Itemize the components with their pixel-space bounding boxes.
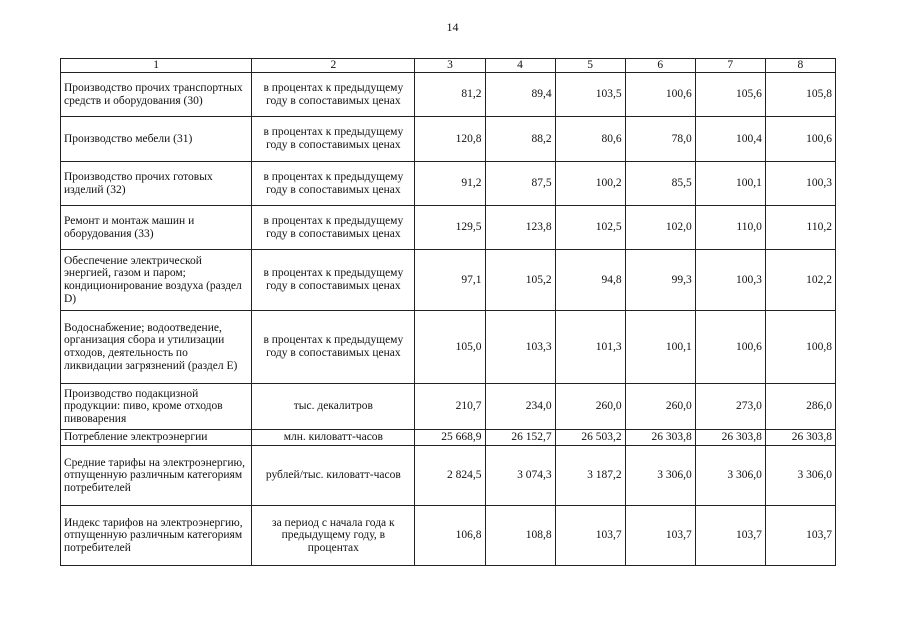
value-cell: 103,5 — [555, 73, 625, 117]
value-cell: 3 306,0 — [625, 446, 695, 506]
table-row — [61, 162, 836, 206]
value-cell: 108,8 — [485, 506, 555, 566]
value-cell: 102,0 — [625, 206, 695, 250]
table-row — [61, 506, 836, 566]
value-cell: 234,0 — [485, 384, 555, 430]
value-cell: 102,5 — [555, 206, 625, 250]
value-cell: 25 668,9 — [415, 430, 485, 446]
value-cell: 100,3 — [695, 250, 765, 311]
value-cell: 102,2 — [765, 250, 835, 311]
value-cell: 80,6 — [555, 117, 625, 162]
value-cell: 26 303,8 — [765, 430, 835, 446]
header-cell: 2 — [252, 59, 415, 73]
value-cell: 100,1 — [625, 311, 695, 384]
value-cell: 103,7 — [765, 506, 835, 566]
value-cell: 100,6 — [695, 311, 765, 384]
unit-cell: в процентах к предыдущему году в сопоставимых ценах — [252, 311, 415, 384]
value-cell: 3 074,3 — [485, 446, 555, 506]
table-row — [61, 384, 836, 430]
header-cell: 3 — [415, 59, 485, 73]
value-cell: 210,7 — [415, 384, 485, 430]
value-cell: 88,2 — [485, 117, 555, 162]
header-row — [61, 59, 836, 73]
table-row — [61, 73, 836, 117]
table-row — [61, 311, 836, 384]
value-cell: 26 503,2 — [555, 430, 625, 446]
indicator-name: Производство прочих готовых изделий (32) — [61, 162, 252, 206]
value-cell: 105,6 — [695, 73, 765, 117]
unit-cell: за период с начала года к предыдущему году, в процентах — [252, 506, 415, 566]
header-cell: 6 — [625, 59, 695, 73]
indicator-name: Средние тарифы на электроэнергию, отпущенную различным категориям потребителей — [61, 446, 252, 506]
value-cell: 100,4 — [695, 117, 765, 162]
value-cell: 260,0 — [625, 384, 695, 430]
value-cell: 78,0 — [625, 117, 695, 162]
indicator-name: Индекс тарифов на электроэнергию, отпущенную различным категориям потребителей — [61, 506, 252, 566]
value-cell: 100,6 — [765, 117, 835, 162]
value-cell: 103,3 — [485, 311, 555, 384]
value-cell: 89,4 — [485, 73, 555, 117]
value-cell: 3 187,2 — [555, 446, 625, 506]
value-cell: 105,2 — [485, 250, 555, 311]
value-cell: 105,0 — [415, 311, 485, 384]
unit-cell: рублей/тыс. киловатт-часов — [252, 446, 415, 506]
value-cell: 3 306,0 — [765, 446, 835, 506]
table-row — [61, 250, 836, 311]
value-cell: 100,6 — [625, 73, 695, 117]
value-cell: 100,3 — [765, 162, 835, 206]
unit-cell: млн. киловатт-часов — [252, 430, 415, 446]
header-cell: 5 — [555, 59, 625, 73]
table-row — [61, 117, 836, 162]
header-cell: 4 — [485, 59, 555, 73]
indicator-name: Водоснабжение; водоотведение, организация сбора и утилизации отходов, деятельность по ликвидации загрязнений (раздел E) — [61, 311, 252, 384]
value-cell: 100,8 — [765, 311, 835, 384]
unit-cell: в процентах к предыдущему году в сопоставимых ценах — [252, 162, 415, 206]
value-cell: 100,2 — [555, 162, 625, 206]
value-cell: 26 303,8 — [625, 430, 695, 446]
table-row — [61, 430, 836, 446]
value-cell: 110,0 — [695, 206, 765, 250]
indicator-name: Ремонт и монтаж машин и оборудования (33) — [61, 206, 252, 250]
value-cell: 273,0 — [695, 384, 765, 430]
value-cell: 26 152,7 — [485, 430, 555, 446]
table-row — [61, 446, 836, 506]
data-table — [60, 58, 836, 566]
unit-cell: в процентах к предыдущему году в сопоставимых ценах — [252, 206, 415, 250]
unit-cell: в процентах к предыдущему году в сопоставимых ценах — [252, 117, 415, 162]
indicator-name: Производство подакцизной продукции: пиво, кроме отходов пивоварения — [61, 384, 252, 430]
value-cell: 120,8 — [415, 117, 485, 162]
value-cell: 103,7 — [555, 506, 625, 566]
table-row — [61, 206, 836, 250]
value-cell: 110,2 — [765, 206, 835, 250]
indicator-name: Производство мебели (31) — [61, 117, 252, 162]
unit-cell: в процентах к предыдущему году в сопоставимых ценах — [252, 73, 415, 117]
indicator-name: Обеспечение электрической энергией, газом и паром; кондиционирование воздуха (раздел D) — [61, 250, 252, 311]
value-cell: 91,2 — [415, 162, 485, 206]
header-cell: 1 — [61, 59, 252, 73]
value-cell: 123,8 — [485, 206, 555, 250]
value-cell: 26 303,8 — [695, 430, 765, 446]
value-cell: 103,7 — [625, 506, 695, 566]
value-cell: 101,3 — [555, 311, 625, 384]
unit-cell: в процентах к предыдущему году в сопоставимых ценах — [252, 250, 415, 311]
value-cell: 103,7 — [695, 506, 765, 566]
value-cell: 100,1 — [695, 162, 765, 206]
value-cell: 81,2 — [415, 73, 485, 117]
value-cell: 106,8 — [415, 506, 485, 566]
value-cell: 286,0 — [765, 384, 835, 430]
value-cell: 105,8 — [765, 73, 835, 117]
value-cell: 99,3 — [625, 250, 695, 311]
value-cell: 87,5 — [485, 162, 555, 206]
value-cell: 94,8 — [555, 250, 625, 311]
value-cell: 2 824,5 — [415, 446, 485, 506]
value-cell: 260,0 — [555, 384, 625, 430]
header-cell: 8 — [765, 59, 835, 73]
value-cell: 97,1 — [415, 250, 485, 311]
indicator-name: Потребление электроэнергии — [61, 430, 252, 446]
value-cell: 129,5 — [415, 206, 485, 250]
unit-cell: тыс. декалитров — [252, 384, 415, 430]
value-cell: 85,5 — [625, 162, 695, 206]
value-cell: 3 306,0 — [695, 446, 765, 506]
header-cell: 7 — [695, 59, 765, 73]
page-number: 14 — [446, 20, 459, 34]
indicator-name: Производство прочих транспортных средств и оборудования (30) — [61, 73, 252, 117]
